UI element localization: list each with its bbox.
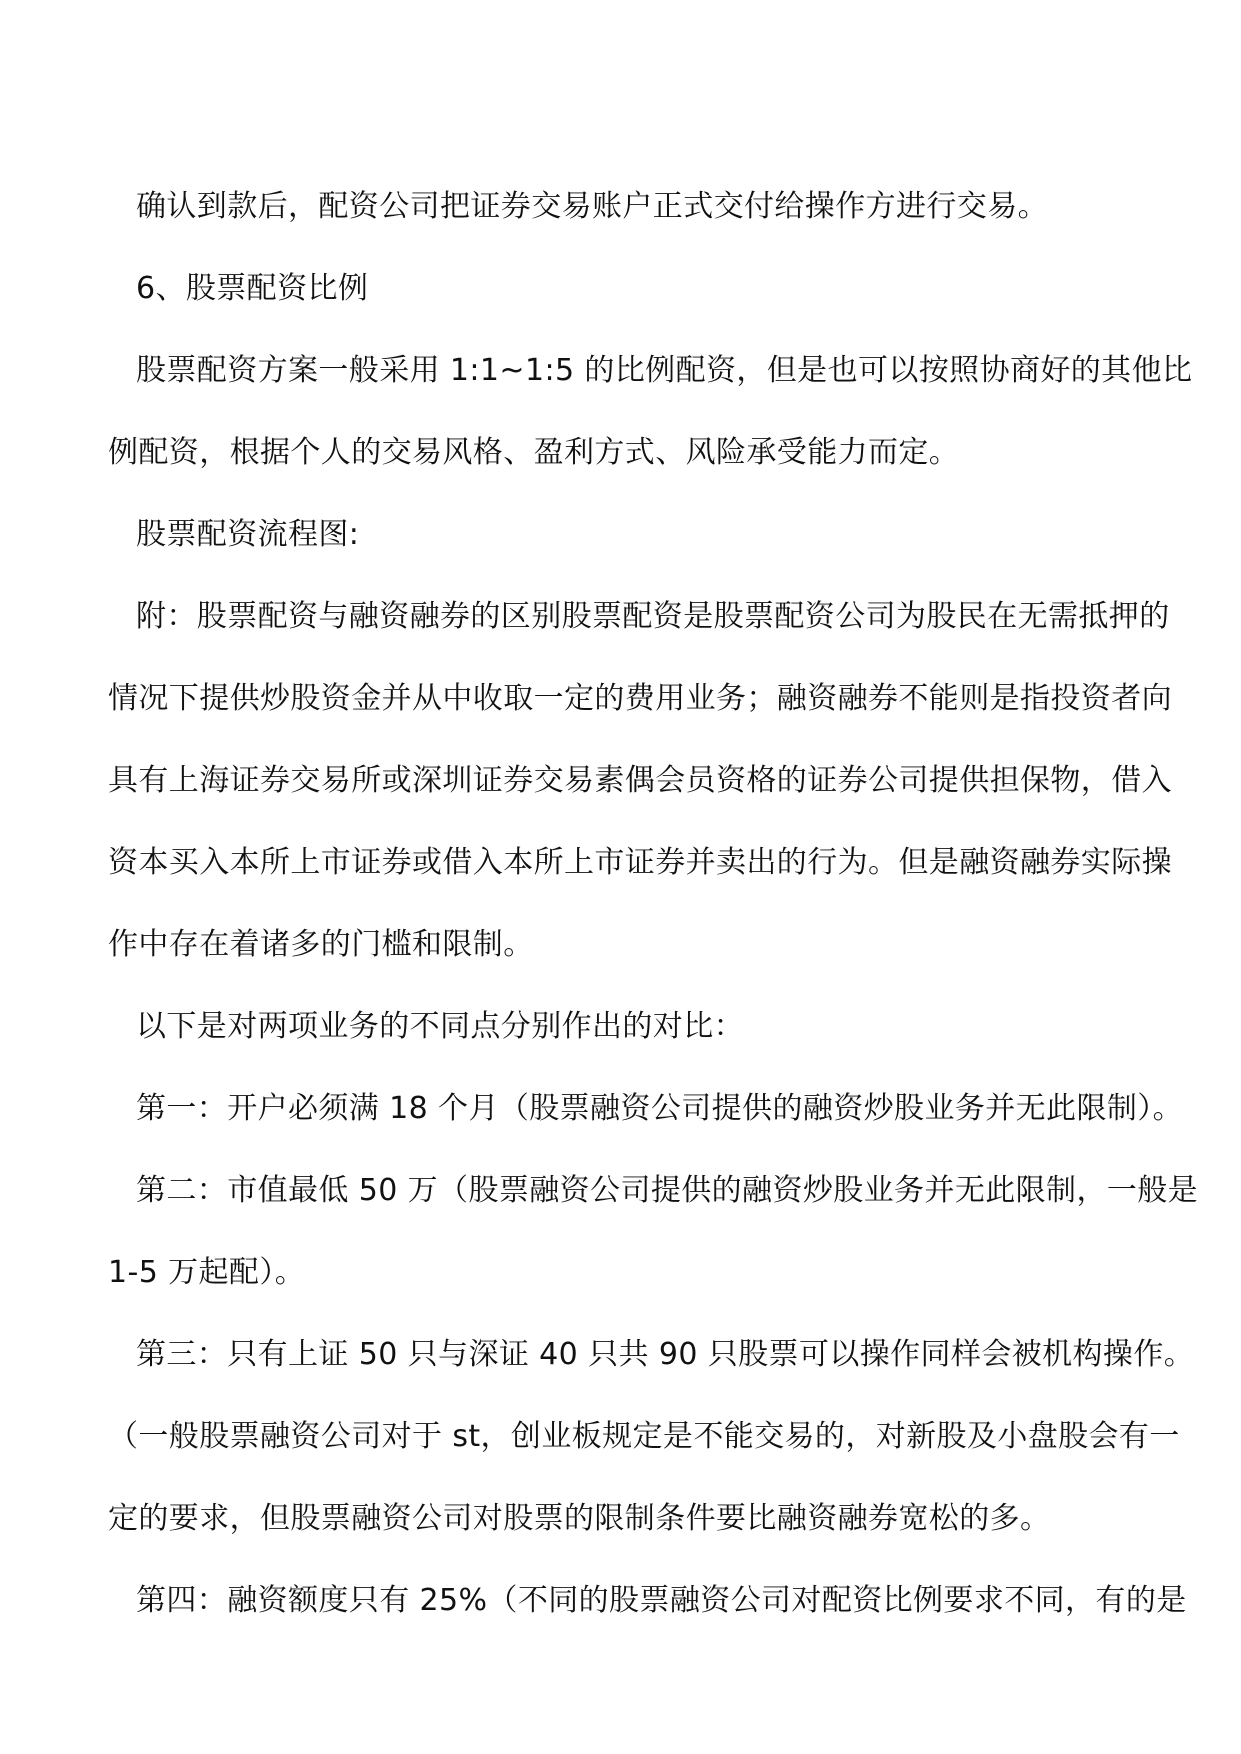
paragraph-line: 以下是对两项业务的不同点分别作出的对比： [136,1009,744,1044]
paragraph-line: 确认到款后，配资公司把证券交易账户正式交付给操作方进行交易。 [136,189,1048,224]
paragraph-line: 第二：市值最低 50 万（股票融资公司提供的融资炒股业务并无此限制，一般是 [136,1173,1199,1208]
paragraph-line: 股票配资方案一般采用 1:1~1:5 的比例配资，但是也可以按照协商好的其他比 [136,353,1193,388]
paragraph-line: 第四：融资额度只有 25%（不同的股票融资公司对配资比例要求不同，有的是 [136,1583,1187,1618]
paragraph-line: 作中存在着诸多的门槛和限制。 [108,927,534,962]
paragraph-line: 股票配资流程图: [136,517,360,552]
paragraph-line: 情况下提供炒股资金并从中收取一定的费用业务；融资融券不能则是指投资者向 [108,681,1172,716]
paragraph-line: 定的要求，但股票融资公司对股票的限制条件要比融资融券宽松的多。 [108,1501,1051,1536]
paragraph-line: 附：股票配资与融资融券的区别股票配资是股票配资公司为股民在无需抵押的 [136,599,1170,634]
paragraph-line: （一般股票融资公司对于 st，创业板规定是不能交易的，对新股及小盘股会有一 [108,1419,1180,1454]
paragraph-line: 具有上海证券交易所或深圳证券交易素偶会员资格的证券公司提供担保物，借入 [108,763,1172,798]
paragraph-line: 例配资，根据个人的交易风格、盈利方式、风险承受能力而定。 [108,435,960,470]
section-heading: 6、股票配资比例 [136,271,369,306]
paragraph-line: 第三：只有上证 50 只与深证 40 只共 90 只股票可以操作同样会被机构操作。 [136,1337,1195,1372]
paragraph-line: 1-5 万起配）。 [108,1255,306,1290]
document-body [108,166,1199,1642]
paragraph-line: 资本买入本所上市证券或借入本所上市证券并卖出的行为。但是融资融券实际操 [108,845,1172,880]
paragraph-line: 第一：开户必须满 18 个月（股票融资公司提供的融资炒股业务并无此限制）。 [136,1091,1184,1126]
